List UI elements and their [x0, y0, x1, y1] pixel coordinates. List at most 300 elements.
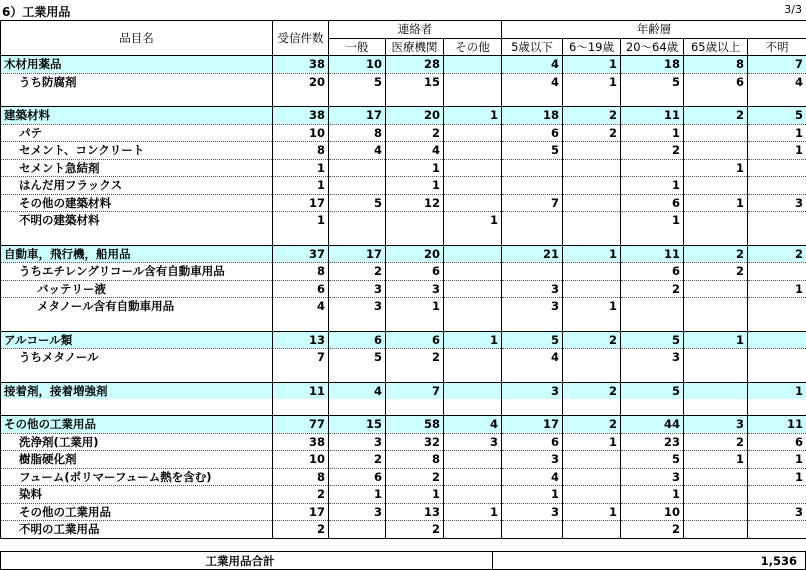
- header-count: 受信件数: [273, 21, 329, 56]
- cell-value: [684, 212, 748, 229]
- cell-value: 1: [684, 159, 748, 177]
- cell-value: 1: [444, 503, 502, 521]
- total-box: [0, 551, 806, 570]
- cell-value: 77: [273, 416, 329, 434]
- cell-value: 1: [444, 212, 502, 229]
- cell-value: 11: [273, 382, 329, 399]
- cell-value: 18: [621, 56, 684, 74]
- category-row: [1, 107, 806, 125]
- cell-value: 6: [386, 263, 444, 281]
- cell-value: [444, 159, 502, 177]
- cell-value: 5: [621, 73, 684, 90]
- cell-value: [563, 142, 621, 160]
- cell-value: [748, 159, 806, 177]
- cell-value: 4: [502, 56, 563, 74]
- cell-value: [502, 521, 563, 539]
- header-age-under5: 5歳以下: [502, 38, 563, 56]
- header-general: 一般: [329, 38, 386, 56]
- cell-value: 5: [621, 451, 684, 469]
- row-label: パテ: [1, 124, 273, 142]
- cell-value: [563, 90, 621, 107]
- cell-value: 6: [748, 433, 806, 451]
- cell-value: 2: [563, 107, 621, 125]
- cell-value: 2: [329, 451, 386, 469]
- cell-value: 6: [329, 468, 386, 486]
- cell-value: 6: [621, 194, 684, 212]
- cell-value: [273, 399, 329, 416]
- cell-value: [444, 349, 502, 366]
- cell-value: [748, 399, 806, 416]
- cell-value: 3: [748, 503, 806, 521]
- table-row: [1, 521, 806, 539]
- cell-value: [386, 399, 444, 416]
- row-label: [1, 399, 273, 416]
- cell-value: [684, 142, 748, 160]
- cell-value: 1: [621, 124, 684, 142]
- row-label: 樹脂硬化剤: [1, 451, 273, 469]
- cell-value: 4: [502, 349, 563, 366]
- table-row: [1, 159, 806, 177]
- cell-value: [563, 280, 621, 298]
- cell-value: 13: [273, 331, 329, 349]
- cell-value: [748, 521, 806, 539]
- cell-value: 1: [444, 107, 502, 125]
- cell-value: 2: [684, 433, 748, 451]
- cell-value: [621, 298, 684, 315]
- cell-value: [502, 159, 563, 177]
- cell-value: 1: [329, 486, 386, 504]
- row-label: フューム(ポリマーフューム熱を含む): [1, 468, 273, 486]
- cell-value: 1: [502, 486, 563, 504]
- cell-value: 1: [563, 56, 621, 74]
- cell-value: 8: [684, 56, 748, 74]
- cell-value: [502, 315, 563, 332]
- cell-value: 1: [621, 212, 684, 229]
- cell-value: [684, 486, 748, 504]
- cell-value: 12: [386, 194, 444, 212]
- cell-value: [444, 468, 502, 486]
- cell-value: [621, 159, 684, 177]
- cell-value: [748, 331, 806, 349]
- category-row: [1, 56, 806, 74]
- header-age-unknown: 不明: [748, 38, 806, 56]
- cell-value: [563, 468, 621, 486]
- cell-value: 20: [386, 245, 444, 263]
- cell-value: 1: [684, 451, 748, 469]
- table-row: [1, 124, 806, 142]
- cell-value: [621, 399, 684, 416]
- cell-value: 1: [684, 331, 748, 349]
- cell-value: 5: [329, 349, 386, 366]
- row-label: [1, 366, 273, 383]
- row-label: 建築材料: [1, 107, 273, 125]
- cell-value: [748, 177, 806, 195]
- cell-value: 2: [684, 245, 748, 263]
- row-label: [1, 90, 273, 107]
- cell-value: 5: [621, 331, 684, 349]
- cell-value: [444, 90, 502, 107]
- row-label: バッテリー液: [1, 280, 273, 298]
- cell-value: 3: [329, 280, 386, 298]
- cell-value: [502, 229, 563, 246]
- header-age-6-19: 6〜19歳: [563, 38, 621, 56]
- cell-value: [444, 56, 502, 74]
- cell-value: 3: [502, 451, 563, 469]
- cell-value: 1: [748, 142, 806, 160]
- cell-value: [684, 366, 748, 383]
- cell-value: 1: [273, 177, 329, 195]
- spacer-row: [1, 399, 806, 416]
- cell-value: 11: [621, 245, 684, 263]
- cell-value: [502, 399, 563, 416]
- cell-value: [444, 124, 502, 142]
- cell-value: [502, 366, 563, 383]
- row-label: 洗浄剤(工業用): [1, 433, 273, 451]
- table-row: [1, 212, 806, 229]
- cell-value: 37: [273, 245, 329, 263]
- cell-value: [684, 124, 748, 142]
- cell-value: 1: [621, 486, 684, 504]
- cell-value: 21: [502, 245, 563, 263]
- cell-value: [748, 349, 806, 366]
- row-label: アルコール類: [1, 331, 273, 349]
- cell-value: [563, 451, 621, 469]
- cell-value: [329, 212, 386, 229]
- cell-value: [563, 486, 621, 504]
- cell-value: [563, 212, 621, 229]
- row-label: その他の工業用品: [1, 503, 273, 521]
- cell-value: 6: [386, 331, 444, 349]
- row-label: うちエチレングリコール含有自動車用品: [1, 263, 273, 281]
- cell-value: 1: [748, 468, 806, 486]
- cell-value: 10: [329, 56, 386, 74]
- cell-value: 11: [621, 107, 684, 125]
- cell-value: 2: [386, 124, 444, 142]
- cell-value: 6: [502, 124, 563, 142]
- table-row: [1, 468, 806, 486]
- cell-value: 3: [748, 194, 806, 212]
- cell-value: 2: [563, 124, 621, 142]
- cell-value: 1: [748, 124, 806, 142]
- cell-value: 8: [273, 263, 329, 281]
- cell-value: [444, 486, 502, 504]
- cell-value: [329, 229, 386, 246]
- cell-value: [621, 366, 684, 383]
- table-row: [1, 280, 806, 298]
- cell-value: [444, 245, 502, 263]
- cell-value: 4: [329, 382, 386, 399]
- cell-value: 3: [386, 280, 444, 298]
- cell-value: [386, 229, 444, 246]
- cell-value: [684, 521, 748, 539]
- cell-value: [748, 486, 806, 504]
- cell-value: 1: [621, 177, 684, 195]
- cell-value: 4: [273, 298, 329, 315]
- cell-value: [386, 366, 444, 383]
- cell-value: 1: [563, 503, 621, 521]
- cell-value: [329, 315, 386, 332]
- cell-value: 3: [502, 382, 563, 399]
- cell-value: 1: [273, 212, 329, 229]
- cell-value: 15: [386, 73, 444, 90]
- cell-value: [273, 90, 329, 107]
- cell-value: [563, 349, 621, 366]
- table-row: [1, 73, 806, 90]
- cell-value: 10: [273, 451, 329, 469]
- cell-value: 1: [748, 382, 806, 399]
- cell-value: [502, 177, 563, 195]
- cell-value: [329, 521, 386, 539]
- category-row: [1, 382, 806, 399]
- cell-value: 1: [386, 159, 444, 177]
- table-row: [1, 177, 806, 195]
- header-age-20-64: 20〜64歳: [621, 38, 684, 56]
- cell-value: 17: [329, 107, 386, 125]
- row-label: 不明の建築材料: [1, 212, 273, 229]
- cell-value: [748, 263, 806, 281]
- cell-value: [444, 315, 502, 332]
- cell-value: [563, 315, 621, 332]
- cell-value: 8: [273, 142, 329, 160]
- cell-value: 2: [621, 521, 684, 539]
- cell-value: 7: [748, 56, 806, 74]
- cell-value: [684, 298, 748, 315]
- cell-value: [563, 194, 621, 212]
- cell-value: 3: [621, 468, 684, 486]
- cell-value: 3: [502, 298, 563, 315]
- cell-value: 4: [748, 73, 806, 90]
- cell-value: [684, 90, 748, 107]
- total-value: 1,536: [492, 552, 805, 570]
- cell-value: 5: [748, 107, 806, 125]
- cell-value: [684, 280, 748, 298]
- cell-value: 2: [684, 107, 748, 125]
- cell-value: [444, 73, 502, 90]
- cell-value: [386, 90, 444, 107]
- cell-value: 20: [386, 107, 444, 125]
- table-row: [1, 503, 806, 521]
- cell-value: [748, 366, 806, 383]
- table-title: 6）工業用品: [2, 5, 71, 19]
- cell-value: 44: [621, 416, 684, 434]
- cell-value: 1: [684, 194, 748, 212]
- cell-value: 4: [502, 468, 563, 486]
- cell-value: [444, 263, 502, 281]
- cell-value: [329, 159, 386, 177]
- header-item: 品目名: [1, 21, 273, 56]
- row-label: はんだ用フラックス: [1, 177, 273, 195]
- cell-value: [748, 298, 806, 315]
- cell-value: 2: [563, 382, 621, 399]
- header-other: その他: [444, 38, 502, 56]
- cell-value: [329, 177, 386, 195]
- cell-value: [563, 159, 621, 177]
- cell-value: [684, 399, 748, 416]
- table-body: [1, 56, 806, 539]
- cell-value: 17: [502, 416, 563, 434]
- cell-value: [273, 315, 329, 332]
- cell-value: 38: [273, 433, 329, 451]
- cell-value: 2: [329, 263, 386, 281]
- row-label: うちメタノール: [1, 349, 273, 366]
- cell-value: [444, 177, 502, 195]
- header-age: 年齢層: [502, 21, 806, 39]
- row-label: 自動車，飛行機，船用品: [1, 245, 273, 263]
- cell-value: [748, 212, 806, 229]
- cell-value: 2: [273, 486, 329, 504]
- cell-value: 18: [502, 107, 563, 125]
- cell-value: 1: [748, 451, 806, 469]
- cell-value: 6: [684, 73, 748, 90]
- cell-value: [502, 263, 563, 281]
- cell-value: 1: [386, 298, 444, 315]
- page-number: 3/3: [784, 3, 802, 16]
- cell-value: 6: [621, 263, 684, 281]
- cell-value: 5: [502, 142, 563, 160]
- cell-value: 1: [563, 298, 621, 315]
- table-row: [1, 486, 806, 504]
- cell-value: 11: [748, 416, 806, 434]
- cell-value: [684, 229, 748, 246]
- cell-value: 2: [386, 468, 444, 486]
- cell-value: 1: [563, 433, 621, 451]
- cell-value: 38: [273, 56, 329, 74]
- cell-value: [684, 382, 748, 399]
- cell-value: 3: [329, 298, 386, 315]
- cell-value: 1: [563, 245, 621, 263]
- cell-value: [502, 212, 563, 229]
- header-medical: 医療機関: [386, 38, 444, 56]
- cell-value: 3: [621, 349, 684, 366]
- cell-value: 2: [273, 521, 329, 539]
- cell-value: 58: [386, 416, 444, 434]
- cell-value: [748, 315, 806, 332]
- cell-value: [563, 366, 621, 383]
- cell-value: 23: [621, 433, 684, 451]
- cell-value: 3: [329, 433, 386, 451]
- row-label: メタノール含有自動車用品: [1, 298, 273, 315]
- cell-value: 3: [684, 416, 748, 434]
- row-label: 不明の工業用品: [1, 521, 273, 539]
- cell-value: 4: [329, 142, 386, 160]
- cell-value: [273, 229, 329, 246]
- cell-value: [684, 177, 748, 195]
- cell-value: [684, 349, 748, 366]
- cell-value: [444, 382, 502, 399]
- spacer-row: [1, 229, 806, 246]
- cell-value: [444, 521, 502, 539]
- cell-value: [444, 298, 502, 315]
- cell-value: 3: [502, 280, 563, 298]
- cell-value: 2: [563, 416, 621, 434]
- cell-value: [684, 468, 748, 486]
- row-label: 木材用薬品: [1, 56, 273, 74]
- cell-value: 3: [329, 503, 386, 521]
- table-row: [1, 142, 806, 160]
- cell-value: 5: [329, 73, 386, 90]
- cell-value: 6: [502, 433, 563, 451]
- header-age-65plus: 65歳以上: [684, 38, 748, 56]
- cell-value: 13: [386, 503, 444, 521]
- row-label: 染料: [1, 486, 273, 504]
- cell-value: 8: [273, 468, 329, 486]
- cell-value: [621, 229, 684, 246]
- cell-value: 7: [273, 349, 329, 366]
- table-row: [1, 433, 806, 451]
- cell-value: 2: [386, 349, 444, 366]
- cell-value: 2: [563, 331, 621, 349]
- category-row: [1, 331, 806, 349]
- cell-value: [386, 212, 444, 229]
- cell-value: 1: [273, 159, 329, 177]
- cell-value: 1: [748, 280, 806, 298]
- cell-value: 17: [329, 245, 386, 263]
- row-label: 接着剤，接着増強剤: [1, 382, 273, 399]
- total-label: 工業用品合計: [1, 552, 493, 570]
- cell-value: 15: [329, 416, 386, 434]
- cell-value: [748, 229, 806, 246]
- cell-value: 4: [444, 416, 502, 434]
- cell-value: [329, 399, 386, 416]
- cell-value: 8: [329, 124, 386, 142]
- spacer-row: [1, 315, 806, 332]
- table-row: [1, 263, 806, 281]
- header-contact: 連絡者: [329, 21, 502, 39]
- row-label: [1, 229, 273, 246]
- cell-value: [444, 451, 502, 469]
- cell-value: [444, 194, 502, 212]
- row-label: その他の工業用品: [1, 416, 273, 434]
- cell-value: [329, 90, 386, 107]
- cell-value: 1: [386, 486, 444, 504]
- cell-value: 10: [273, 124, 329, 142]
- cell-value: [329, 366, 386, 383]
- cell-value: [563, 521, 621, 539]
- category-row: [1, 416, 806, 434]
- cell-value: 10: [621, 503, 684, 521]
- cell-value: 2: [748, 245, 806, 263]
- cell-value: [444, 366, 502, 383]
- cell-value: 1: [563, 73, 621, 90]
- cell-value: [444, 229, 502, 246]
- cell-value: [563, 229, 621, 246]
- cell-value: 28: [386, 56, 444, 74]
- cell-value: [684, 315, 748, 332]
- cell-value: 7: [386, 382, 444, 399]
- cell-value: 2: [684, 263, 748, 281]
- cell-value: 17: [273, 194, 329, 212]
- table-row: [1, 349, 806, 366]
- cell-value: [386, 315, 444, 332]
- cell-value: 38: [273, 107, 329, 125]
- cell-value: 4: [502, 73, 563, 90]
- row-label: その他の建築材料: [1, 194, 273, 212]
- cell-value: 2: [621, 142, 684, 160]
- cell-value: 5: [621, 382, 684, 399]
- cell-value: 1: [444, 331, 502, 349]
- cell-value: [748, 90, 806, 107]
- cell-value: [621, 90, 684, 107]
- row-label: うち防腐剤: [1, 73, 273, 90]
- spacer-row: [1, 90, 806, 107]
- cell-value: [621, 315, 684, 332]
- cell-value: 20: [273, 73, 329, 90]
- cell-value: [563, 177, 621, 195]
- cell-value: 2: [386, 521, 444, 539]
- cell-value: [684, 503, 748, 521]
- cell-value: 1: [386, 177, 444, 195]
- cell-value: 5: [329, 194, 386, 212]
